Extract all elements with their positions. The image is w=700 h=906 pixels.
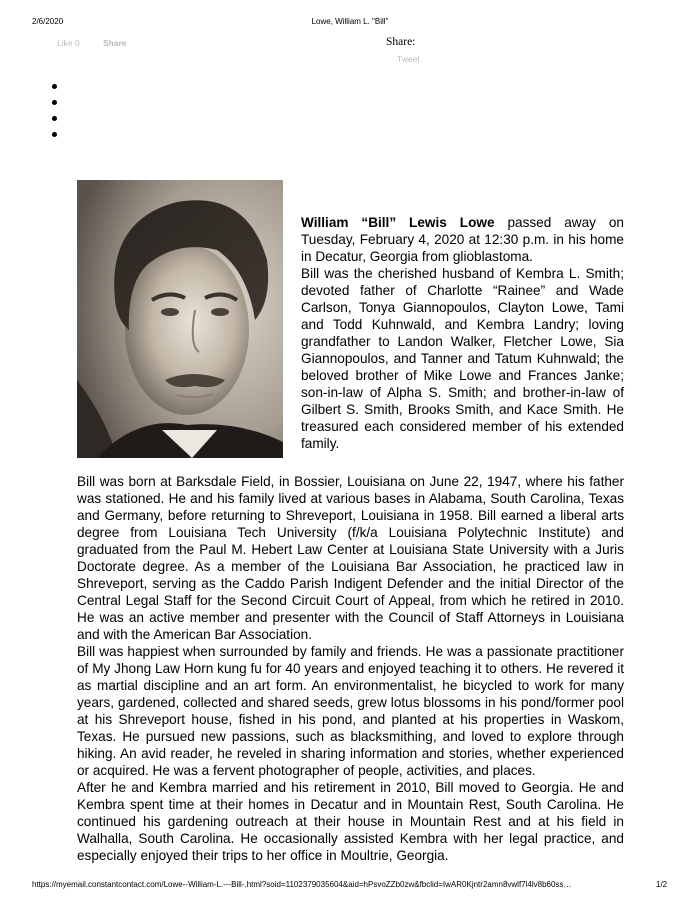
family-paragraph: Bill was the cherished husband of Kembra L. Smith; devoted father of Charlotte “Rainee” and Wade Carlson, Tonya Giannopoulos, Clayton Lowe, Tami and Todd Kuhnwald, and Kembra Landry; loving grandfather to Landon Walker, Fletcher Lowe, Sia Giannopoulos, and Tanner and Tatum Kuhnwald; the beloved brother of Mike Lowe and Frances Janke; son-in-law of Alpha S. Smith; and brother-in-law of Gilbert S. Smith, Brooks Smith, and Kace Smith. He treasured each considered member of his extended family.	[301, 266, 624, 451]
tweet-button[interactable]: Tweet	[397, 54, 420, 64]
print-page-title: Lowe, William L. "Bill"	[311, 17, 389, 26]
list-bullet	[52, 116, 57, 121]
portrait-photo	[77, 180, 283, 458]
opening-paragraph	[301, 214, 624, 265]
opening-text: passed away on Tuesday, February 4, 2020 at 12:30 p.m. in his home in Decatur, Georgia from glioblastoma.	[301, 215, 624, 264]
list-bullet	[52, 100, 57, 105]
print-date: 2/6/2020	[32, 17, 64, 26]
list-bullet	[52, 84, 57, 89]
hobbies-paragraph: Bill was happiest when surrounded by family and friends. He was a passionate practitioner of My Jhong Law Horn kung fu for 40 years and enjoyed teaching it to others. He revered it as martial discipline and an art form. An environmentalist, he bicycled to work for many years, gardened, collected and shared seeds, grew lotus blossoms in his pond/former pool at his Shreveport house, fished in his pond, and planted at his properties in Waskom, Texas. He pursued new passions, such as blacksmithing, and loved to explore through hiking. An avid reader, he reveled in sharing information and stories, whether experienced or acquired. He was a fervent photographer of people, activities, and places.	[77, 644, 624, 778]
deceased-name: William “Bill” Lewis Lowe	[301, 215, 495, 230]
career-paragraph: Bill was born at Barksdale Field, in Bossier, Louisiana on June 22, 1947, where his father was stationed. He and his family lived at various bases in Alabama, South Carolina, Texas and Germany, before returning to Shreveport, Louisiana in 1958. Bill earned a liberal arts degree from Louisiana Tech University (f/k/a Louisiana Polytechnic Institute) and graduated from the Paul M. Hebert Law Center at Louisiana State University with a Juris Doctorate degree. As a member of the Louisiana Bar Association, he practiced law in Shreveport, serving as the Caddo Parish Indigent Defender and the initial Director of the Central Legal Staff for the Second Circuit Court of Appeal, from which he retired in 2010. He was an active member and presenter with the Council of Staff Attorneys in Louisiana and with the American Bar Association.	[77, 474, 624, 642]
obituary-intro	[301, 214, 624, 452]
retirement-paragraph: After he and Kembra married and his retirement in 2010, Bill moved to Georgia. He and Kembra spent time at their homes in Decatur and in Mountain Rest, South Carolina. He continued his gardening outreach at their house in Mountain Rest and at his field in Walhalla, South Carolina. He occasionally assisted Kembra with her legal practice, and especially enjoyed their trips to her office in Moultrie, Georgia.	[77, 780, 624, 863]
share-button[interactable]: Share	[103, 38, 127, 48]
print-url: https://myemail.constantcontact.com/Lowe--William-L.---Bill-.html?soid=1102379035604&aid=hPsvoZZb0zw&fbclid=IwAR0Kjntr2amn8vwlf7l4lv8b60ss…	[32, 880, 572, 889]
like-button[interactable]: Like 0	[57, 38, 80, 48]
page-number: 1/2	[656, 880, 668, 889]
list-bullet	[52, 132, 57, 137]
empty-bullet-list	[52, 84, 57, 148]
share-label: Share:	[386, 36, 416, 48]
obituary-body	[77, 473, 624, 864]
